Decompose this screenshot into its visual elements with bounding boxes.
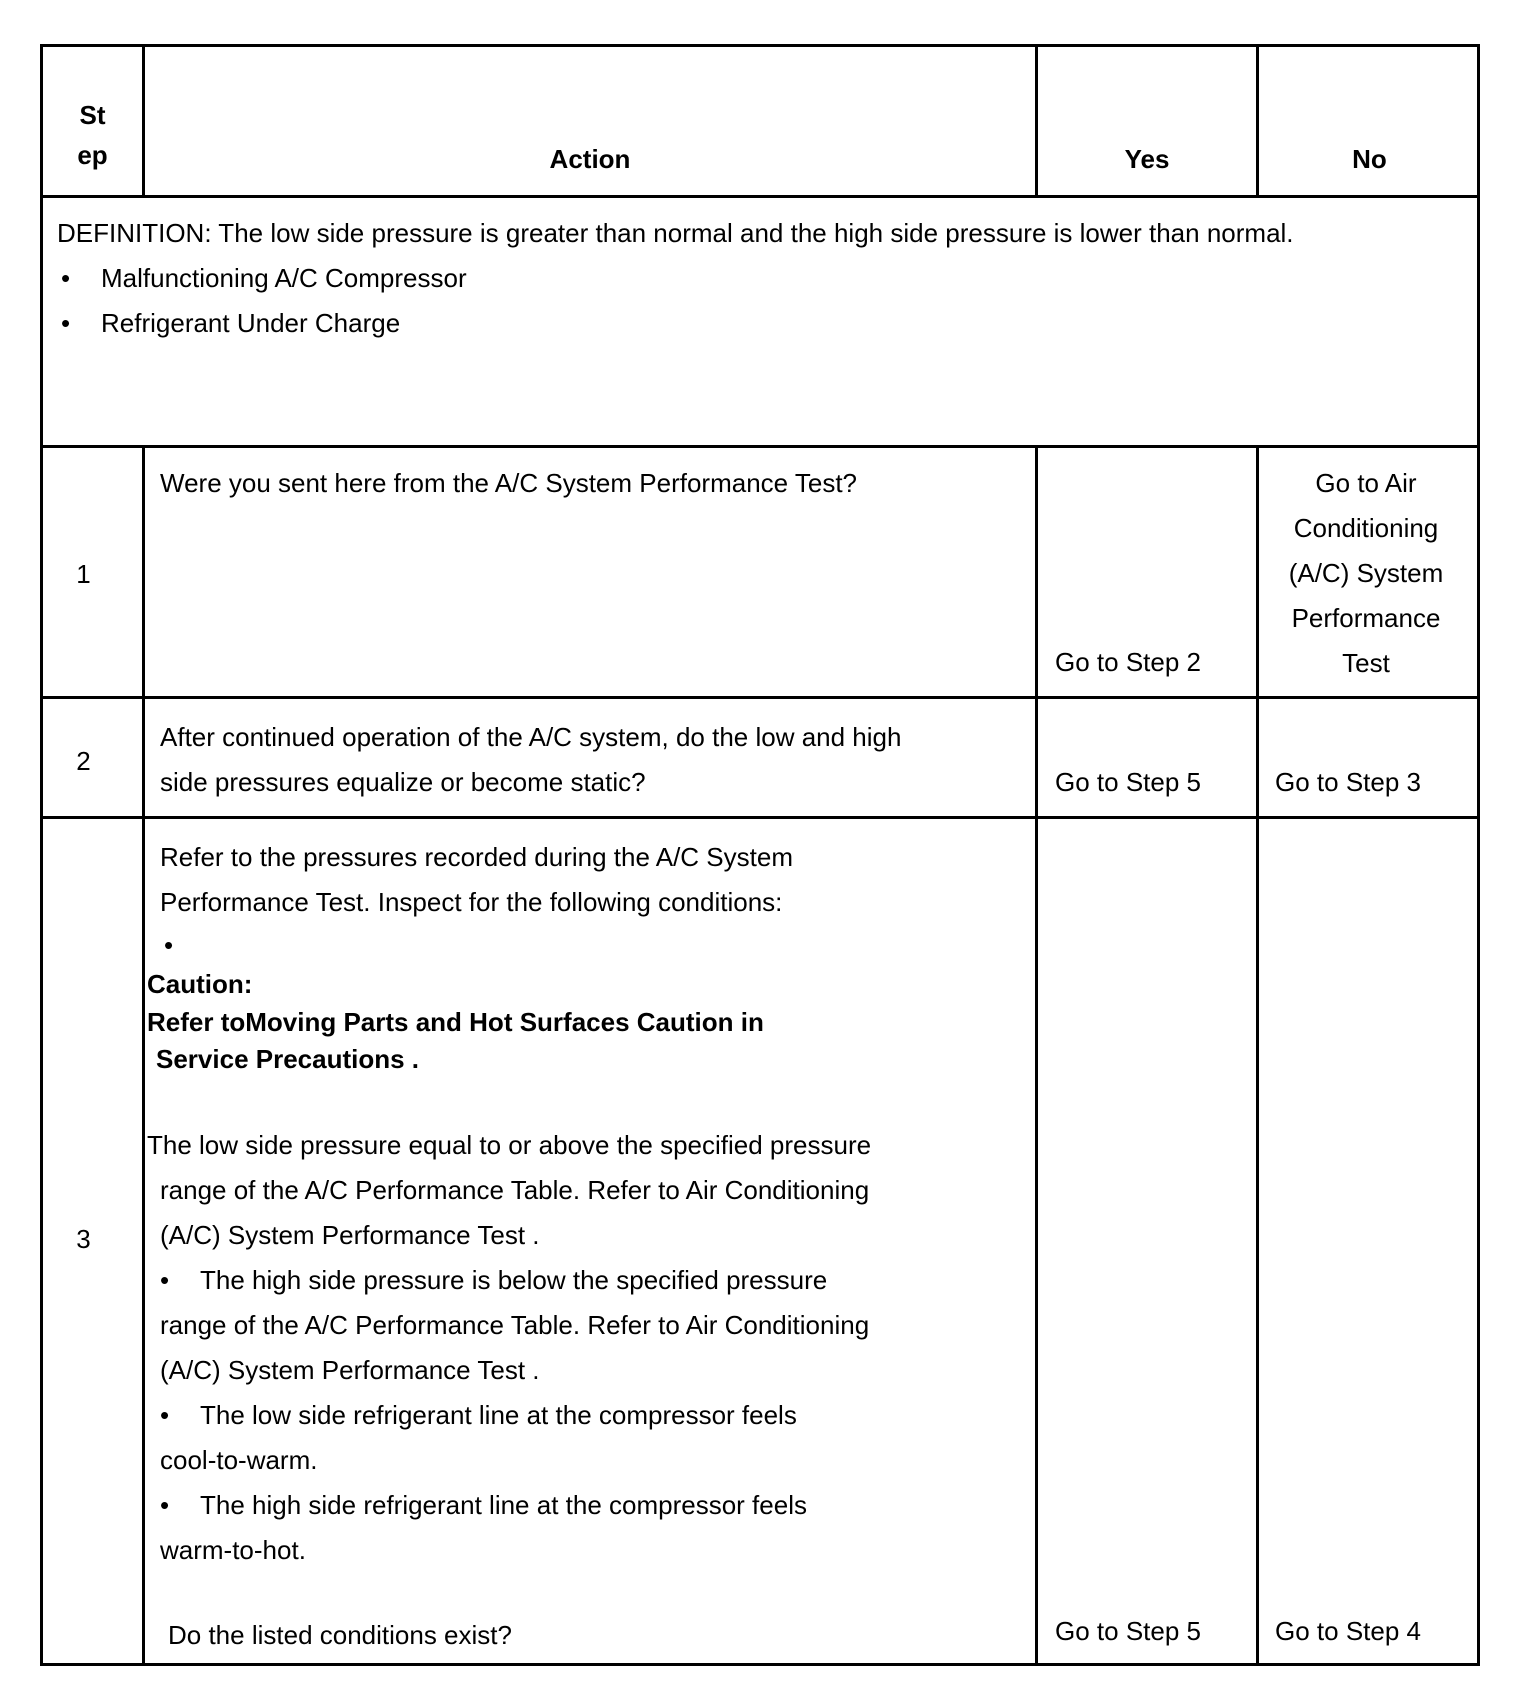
condition-line: range of the A/C Performance Table. Refer to Air Conditioning bbox=[160, 1175, 870, 1205]
header-yes: Yes bbox=[1124, 144, 1170, 174]
step-number: 1 bbox=[76, 559, 91, 589]
step-no: Go to Step 4 bbox=[1275, 1616, 1421, 1646]
step-no-line: Conditioning bbox=[1293, 513, 1439, 543]
definition-bullet: • Refrigerant Under Charge bbox=[57, 301, 1467, 346]
header-action: Action bbox=[549, 144, 631, 174]
condition-line: warm-to-hot. bbox=[160, 1535, 306, 1565]
step-question: Do the listed conditions exist? bbox=[168, 1620, 512, 1650]
diagnostic-table bbox=[40, 44, 1480, 1666]
step-number: 2 bbox=[76, 746, 91, 776]
step-number: 3 bbox=[76, 1224, 91, 1254]
step1-divider bbox=[43, 696, 1477, 699]
step-action-line: side pressures equalize or become static? bbox=[160, 767, 646, 797]
condition-bullet: • The high side refrigerant line at the compressor feels bbox=[147, 1483, 1027, 1528]
condition-bullet: • The high side pressure is below the specified pressure bbox=[147, 1258, 1027, 1303]
col-divider bbox=[142, 445, 145, 1666]
caution-text: Refer toMoving Parts and Hot Surfaces Caution in bbox=[147, 1007, 764, 1037]
header-divider bbox=[43, 195, 1477, 198]
definition-divider bbox=[43, 445, 1477, 448]
caution-text: Service Precautions . bbox=[156, 1044, 420, 1074]
definition-bullet-text: Malfunctioning A/C Compressor bbox=[101, 263, 467, 293]
step-no-line: Performance bbox=[1291, 603, 1441, 633]
step-action bbox=[160, 715, 1020, 805]
condition-line: The low side refrigerant line at the compressor feels bbox=[200, 1400, 797, 1430]
bullet-glyph: • bbox=[164, 930, 174, 960]
step-yes: Go to Step 5 bbox=[1055, 767, 1201, 797]
header-step-line2: ep bbox=[77, 140, 108, 170]
step-no-line: Go to Air bbox=[1315, 468, 1417, 498]
condition-line: The low side pressure equal to or above the specified pressure bbox=[147, 1130, 872, 1160]
condition-line: cool-to-warm. bbox=[160, 1445, 318, 1475]
step-yes: Go to Step 5 bbox=[1055, 1616, 1201, 1646]
header-step bbox=[43, 95, 142, 175]
col-divider bbox=[1035, 445, 1038, 1666]
definition-bullet-text: Refrigerant Under Charge bbox=[101, 308, 401, 338]
header-step-line1: St bbox=[79, 100, 106, 130]
step-action: Were you sent here from the A/C System Performance Test? bbox=[160, 468, 858, 498]
caution-title: Caution: bbox=[147, 969, 253, 999]
step-action-line: Performance Test. Inspect for the following conditions: bbox=[160, 887, 783, 917]
step-yes: Go to Step 2 bbox=[1055, 647, 1201, 677]
condition-line: The high side refrigerant line at the compressor feels bbox=[200, 1490, 807, 1520]
step2-divider bbox=[43, 816, 1477, 819]
step-no bbox=[1257, 461, 1475, 686]
step-action-line: After continued operation of the A/C system, do the low and high bbox=[160, 722, 902, 752]
condition-line: (A/C) System Performance Test . bbox=[160, 1220, 540, 1250]
condition-line: range of the A/C Performance Table. Refer to Air Conditioning bbox=[160, 1310, 870, 1340]
condition-bullet: • The low side refrigerant line at the compressor feels bbox=[147, 1393, 1027, 1438]
definition-text: DEFINITION: The low side pressure is greater than normal and the high side pressure is lower than normal. bbox=[57, 218, 1294, 248]
step-no: Go to Step 3 bbox=[1275, 767, 1421, 797]
step-no-line: (A/C) System bbox=[1288, 558, 1444, 588]
condition-line: The high side pressure is below the specified pressure bbox=[200, 1265, 828, 1295]
step-action-line: Refer to the pressures recorded during the A/C System bbox=[160, 842, 793, 872]
step-action bbox=[147, 835, 1027, 1658]
condition-line: (A/C) System Performance Test . bbox=[160, 1355, 540, 1385]
step-no-line: Test bbox=[1342, 648, 1390, 678]
header-no: No bbox=[1352, 144, 1387, 174]
definition-bullet: • Malfunctioning A/C Compressor bbox=[57, 256, 1467, 301]
definition-section bbox=[57, 211, 1467, 346]
